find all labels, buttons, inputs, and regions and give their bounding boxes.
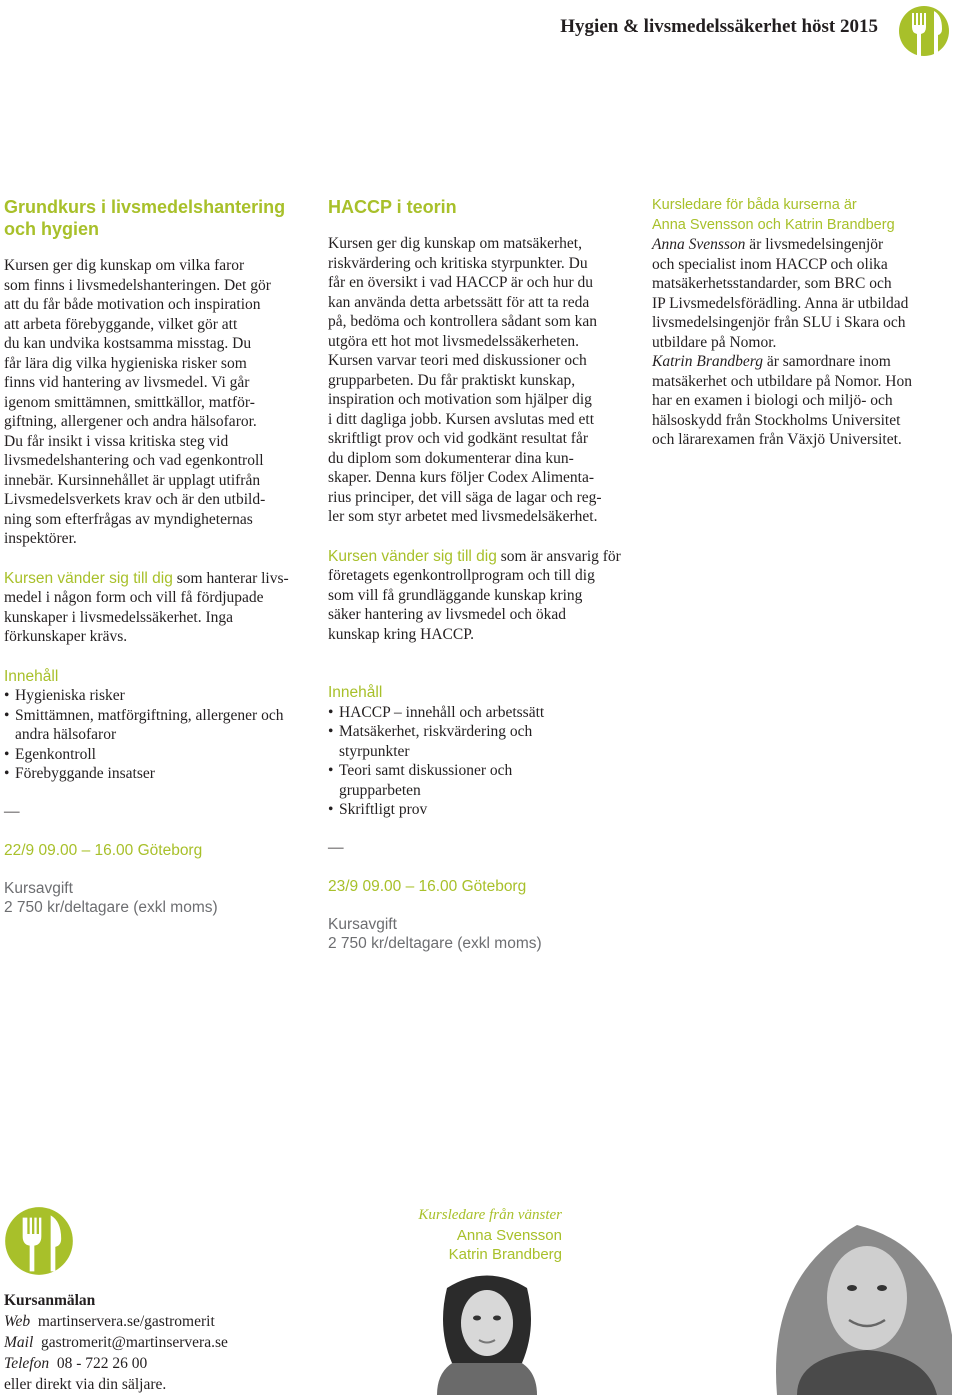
photo-caption: Kursledare från vänster Anna Svensson Katrin Brandberg [418,1207,562,1263]
list-item: • Förebyggande insatser [4,764,314,784]
list-item: • Matsäkerhet, riskvärdering och styrpunkter [328,722,578,761]
fee-label: Kursavgift [328,915,397,933]
contents-list [4,686,314,784]
contents-label: Innehåll [328,684,383,701]
course-description: Kursen ger dig kunskap om matsäkerhet, riskvärdering och kritiska styrpunkter. Du får en översikt i vad HACCP är och hur du kan använda detta arbetssätt för att ta reda på, bedöma och kontrollera sådant som kan utgöra ett hot mot livsmedelssäkerheten. Kursen varvar teori med diskussioner och grupparbeten. Du får praktiskt kunskap, inspiration och motivation som hjälper dig i ditt dagliga jobb. Kursen avslutas med ett skriftligt prov och vid godkänt resultat får du diplom som dokumenterar dina kun- skaper. Denna kurs följer Codex Alimenta- rius principer, det vill säga de lagar och reg- ler som styr arbetet med livsmedelsäkerhet. [328,235,602,525]
instructors-column [652,196,957,450]
contents-label: Innehåll [4,667,59,685]
fee-value: 2 750 kr/deltagare (exkl moms) [328,935,542,952]
footer-note: eller direkt via din säljare. [4,1376,167,1393]
anna-bio: Anna Svensson är livsmedelsingenjör och specialist inom HACCP och olika matsäkerhetsstandarder, som BRC och IP Livsmedelsförädling. Anna är utbildad livsmedelsingenjör från SLU i Skara och utbildare på Nomor. [652,236,909,351]
target-label: Kursen vänder sig till dig [328,547,497,565]
course-column-haccp [328,196,643,954]
registration-contact: Kursanmälan Web martinservera.se/gastromerit Mail gastromerit@martinservera.se Telefon 08 - 722 26 00 eller direkt via din säljare. [4,1292,228,1393]
divider-dash: — [328,838,344,856]
contents-list [328,703,578,820]
list-item: • Skriftligt prov [328,800,578,820]
divider-dash: — [4,802,20,820]
target-label: Kursen vänder sig till dig [4,569,173,587]
list-item: • Teori samt diskussioner och grupparbeten [328,761,578,800]
phone-number: 08 - 722 26 00 [56,1355,148,1372]
course-date: 23/9 09.00 – 16.00 Göteborg [328,878,527,895]
course-date: 22/9 09.00 – 16.00 Göteborg [4,842,203,859]
instructors-heading: Kursledare för båda kurserna är Anna Svensson och Katrin Brandberg [652,197,895,233]
target-audience: Kursen vänder sig till dig som är ansvarig för företagets egenkontrollprogram och till dig som vill få grundläggande kunskap kring säker hantering av livsmedel och ökad kunskap kring HACCP. [328,547,621,643]
list-item: • HACCP – innehåll och arbetssätt [328,703,578,723]
fork-and-knife-icon [4,1206,74,1276]
instructor-photo-anna [407,1268,567,1395]
fork-and-knife-icon [898,5,958,57]
list-item: • Egenkontroll [4,745,314,765]
fee-value: 2 750 kr/deltagare (exkl moms) [4,899,218,916]
web-link[interactable]: martinservera.se/gastromerit [37,1313,215,1330]
course-description: Kursen ger dig kunskap om vilka faror som finns i livsmedelshanteringen. Det gör att du får både motivation och inspiration att arbeta förebyggande, vilket gör att du kan undvika kostsamma misstag. Du får lära dig vilka hygieniska risker som finns vid hantering av livsmedel. Vi går igenom smittämnen, smittkällor, matför- giftning, allergener och andra hälsofaror. Du får insikt i vissa kritiska steg vid livsmedelshantering och vad egenkontroll innebär. Kursinnehållet är upplagt utifrån Livsmedelsverkets krav och är den utbild- ning som efterfrågas av myndigheternas inspektörer. [4,257,271,547]
list-item: • Smittämnen, matförgiftning, allergener och andra hälsofaror [4,706,305,745]
course-heading-basic: Grundkurs i livsmedelshantering och hygien [4,197,286,239]
instructor-name: Anna Svensson [652,236,746,253]
instructor-photo-katrin [567,1208,960,1395]
course-heading-haccp: HACCP i teorin [328,197,457,217]
target-audience: Kursen vänder sig till dig som hanterar livs- medel i någon form och vill få fördjupade kunskaper i livsmedelssäkerhet. Inga förkunskaper krävs. [4,569,289,645]
course-column-basic [4,196,314,918]
mail-link[interactable]: gastromerit@martinservera.se [41,1334,228,1351]
registration-title: Kursanmälan [4,1292,96,1309]
katrin-bio: Katrin Brandberg är samordnare inom matsäkerhet och utbildare på Nomor. Hon har en examen i biologi och miljö- och hälsoskydd från Stockholms Universitet och lärarexamen från Växjö Universitet. [652,353,912,448]
page-title: Hygien & livsmedelssäkerhet höst 2015 [560,16,878,37]
list-item: • Hygieniska risker [4,686,314,706]
fee-label: Kursavgift [4,879,73,897]
instructor-name: Katrin Brandberg [652,353,763,370]
